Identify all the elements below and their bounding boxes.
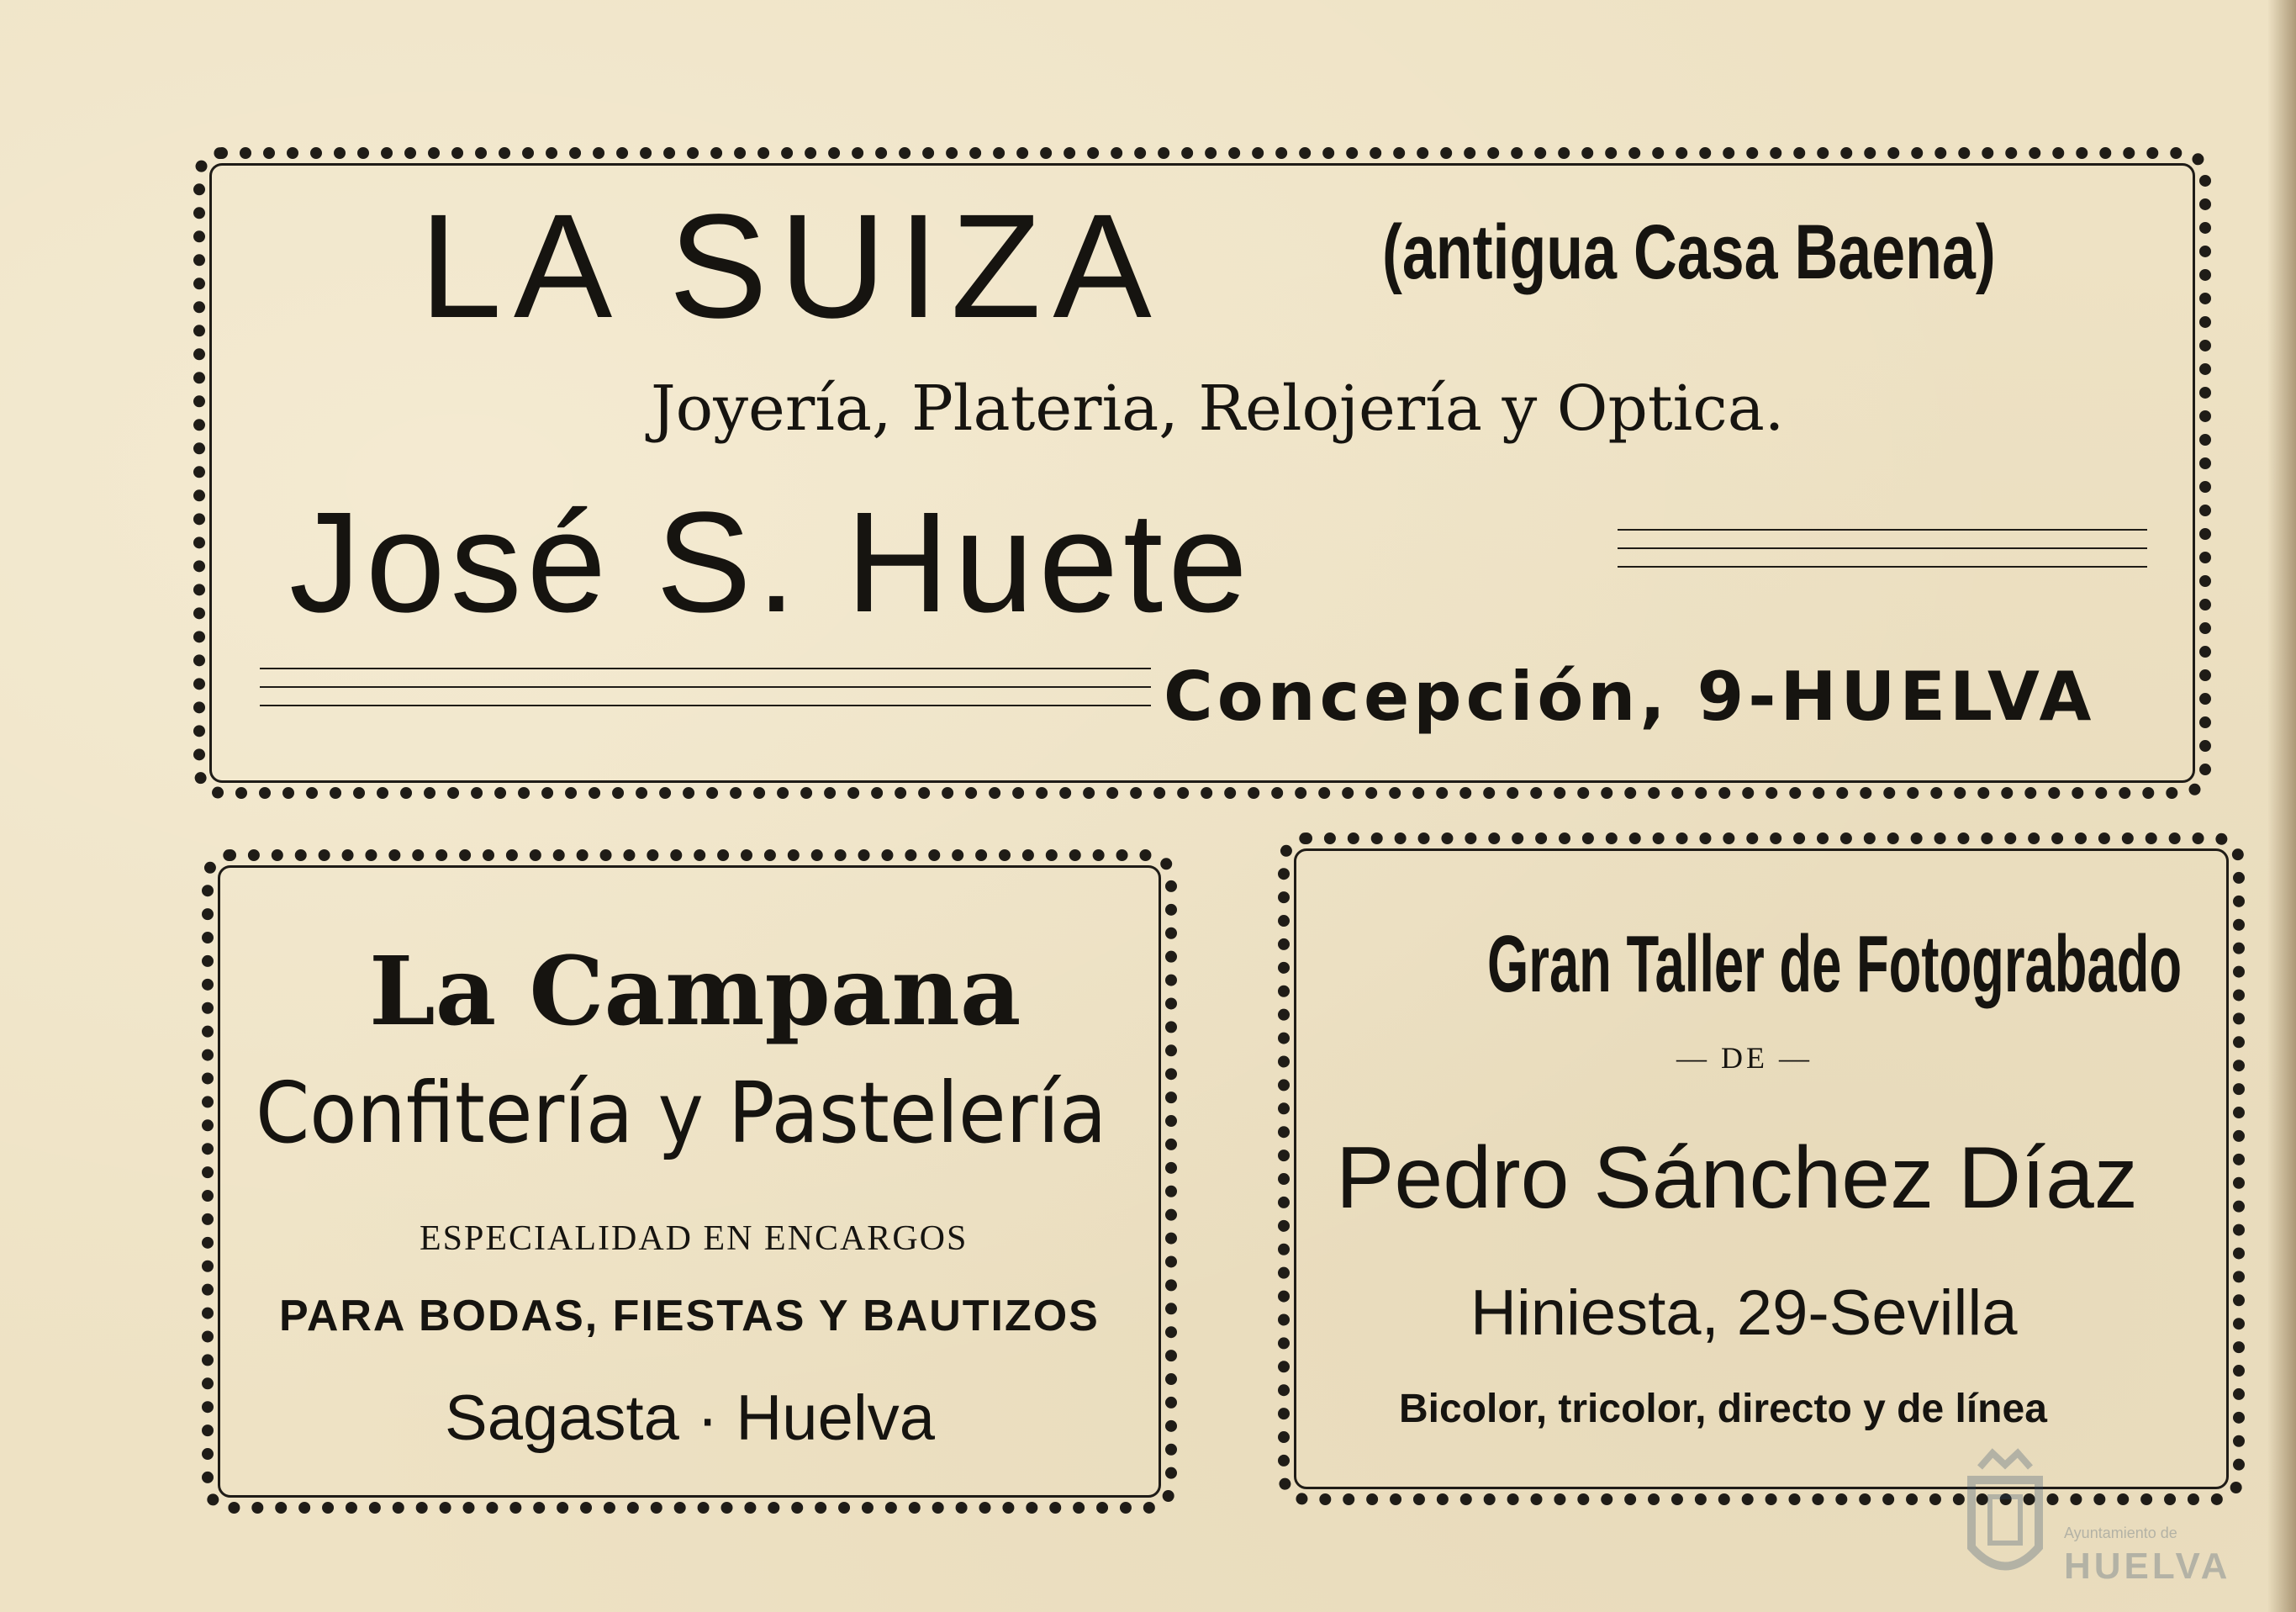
watermark-big-text: HUELVA	[2064, 1546, 2231, 1587]
ad-fotograbado-connector: — DE —	[1676, 1041, 1813, 1075]
ad-la-campana-occasions: PARA BODAS, FIESTAS Y BAUTIZOS	[279, 1292, 1100, 1340]
decorative-rule	[1618, 566, 2147, 568]
ad-la-suiza-name: LA SUIZA	[420, 184, 1164, 349]
ad-la-campana	[202, 849, 1177, 1514]
decorative-rule	[1618, 547, 2147, 549]
ad-fotograbado-address: Hiniesta, 29-Sevilla	[1470, 1277, 2018, 1349]
ad-la-suiza-subtitle: (antigua Casa Baena)	[1382, 209, 1996, 295]
decorative-rule	[260, 705, 1151, 706]
watermark-small-text: Ayuntamiento de	[2064, 1525, 2177, 1541]
ad-la-suiza-owner: José S. Huete	[289, 483, 1253, 642]
decorative-rule	[260, 686, 1151, 688]
page-spine-shadow	[2267, 0, 2296, 1612]
decorative-rule	[260, 668, 1151, 669]
ad-la-campana-address: Sagasta · Huelva	[445, 1382, 935, 1454]
ad-la-campana-specialty: ESPECIALIDAD EN ENCARGOS	[420, 1219, 969, 1258]
ad-fotograbado-services: Bicolor, tricolor, directo y de línea	[1399, 1387, 2047, 1431]
ad-la-campana-trade: Confitería y Pastelería	[256, 1064, 1107, 1162]
decorative-rule	[1618, 529, 2147, 531]
ad-fotograbado-title: Gran Taller de Fotograbado	[1487, 919, 2183, 1009]
ad-fotograbado-owner: Pedro Sánchez Díaz	[1336, 1129, 2138, 1227]
ad-la-campana-name: La Campana	[369, 937, 1021, 1047]
ad-la-suiza	[193, 147, 2211, 799]
ayuntamiento-huelva-watermark	[1955, 1446, 2231, 1594]
coat-of-arms-icon	[1955, 1446, 2056, 1594]
ad-la-suiza-address: Concepción, 9-HUELVA	[1164, 658, 2096, 736]
ad-fotograbado	[1278, 832, 2245, 1505]
ad-la-suiza-trades: Joyería, Plateria, Relojería y Optica.	[651, 373, 1785, 445]
